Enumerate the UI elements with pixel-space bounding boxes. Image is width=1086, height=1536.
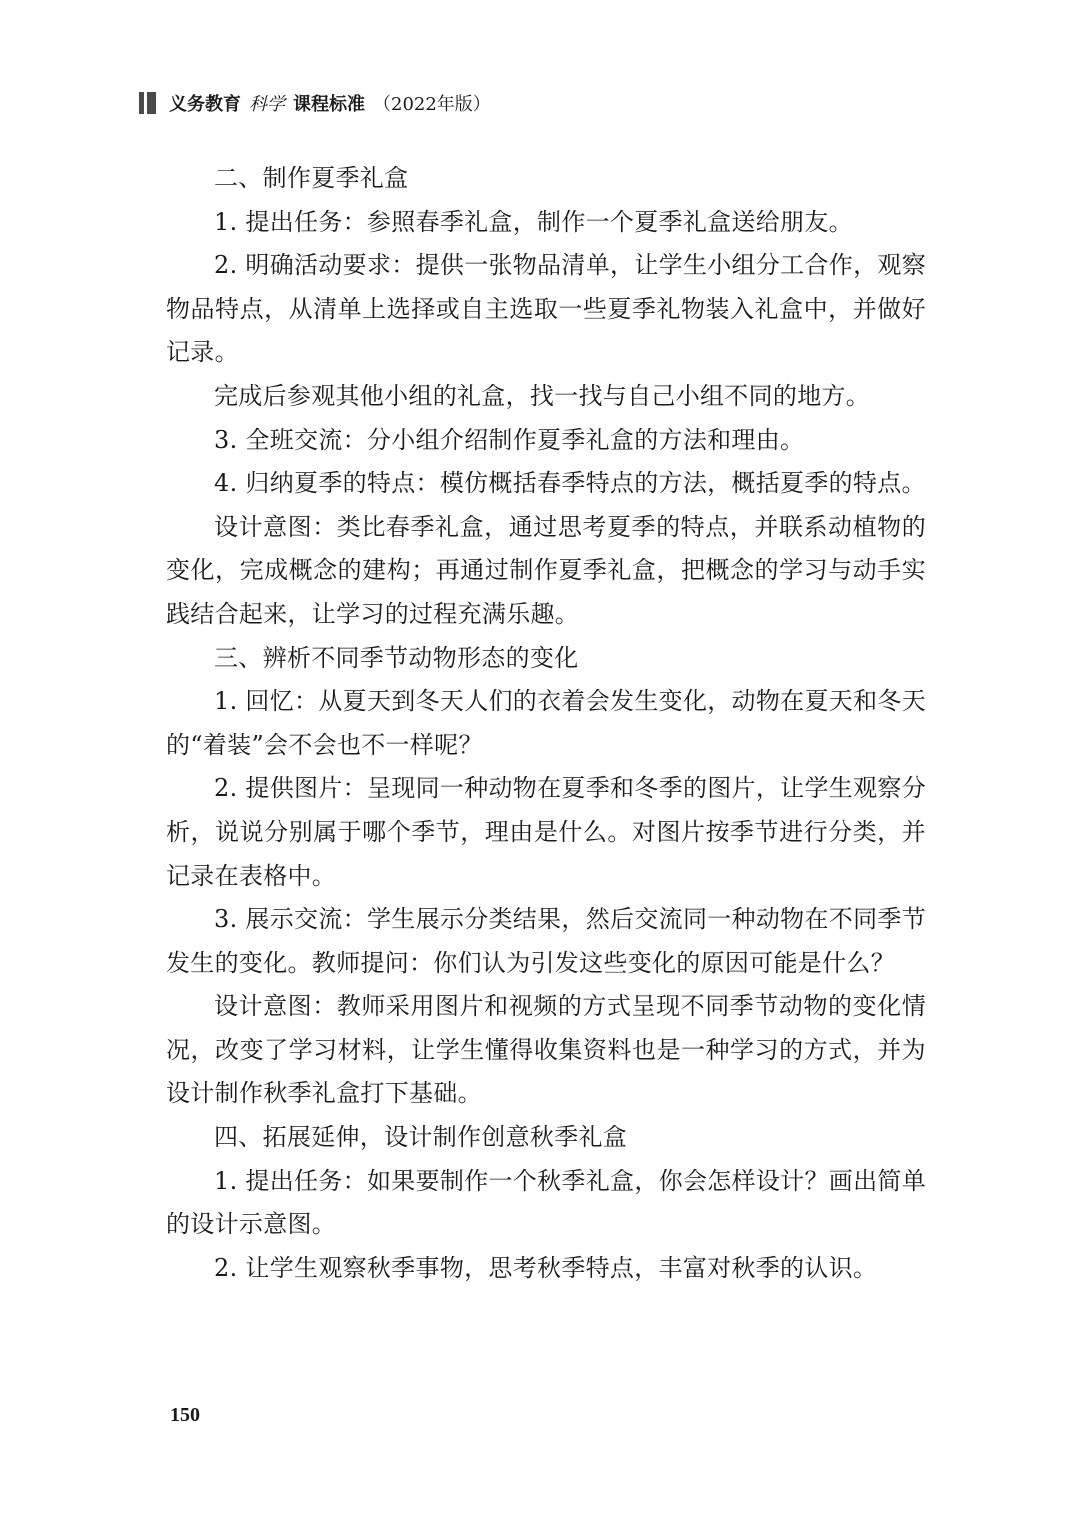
body-paragraph: 完成后参观其他小组的礼盒，找一找与自己小组不同的地方。: [214, 381, 871, 410]
running-header: [139, 90, 491, 116]
header-subject: 科学: [249, 94, 285, 115]
header-doc-title: 课程标准: [293, 94, 365, 115]
body-paragraph: 1. 提出任务：参照春季礼盒，制作一个夏季礼盒送给朋友。: [214, 207, 853, 236]
body-paragraph: 4. 归纳夏季的特点：模仿概括春季特点的方法，概括夏季的特点。: [214, 469, 926, 498]
header-bar-thin: [139, 92, 144, 114]
design-intent-paragraph: 设计意图：教师采用图片和视频的方式呈现不同季节动物的变化情况，改变了学习材料，让学生懂得收集资料也是一种学习的方式，并为设计制作秋季礼盒打下基础。: [166, 992, 926, 1108]
body-paragraph: 1. 提出任务：如果要制作一个秋季礼盒，你会怎样设计？画出简单的设计示意图。: [166, 1166, 926, 1239]
page-body: [166, 157, 926, 1290]
header-text: [169, 90, 491, 116]
body-paragraph: 3. 展示交流：学生展示分类结果，然后交流同一种动物在不同季节发生的变化。教师提问：你们认为引发这些变化的原因可能是什么？: [166, 905, 926, 977]
body-paragraph: 2. 提供图片：呈现同一种动物在夏季和冬季的图片，让学生观察分析，说说分别属于哪个季节，理由是什么。对图片按季节进行分类，并记录在表格中。: [166, 774, 926, 890]
section-heading: 四、拓展延伸，设计制作创意秋季礼盒: [214, 1123, 628, 1152]
body-paragraph: 3. 全班交流：分小组介绍制作夏季礼盒的方法和理由。: [214, 425, 805, 454]
header-bars-icon: [139, 92, 159, 114]
section-heading: 二、制作夏季礼盒: [214, 164, 409, 192]
body-paragraph: 2. 让学生观察秋季事物，思考秋季特点，丰富对秋季的认识。: [214, 1253, 878, 1282]
body-paragraph: 1. 回忆：从夏天到冬天人们的衣着会发生变化，动物在夏天和冬天的“着装”会不会也不一样呢？: [166, 687, 926, 759]
design-intent-paragraph: 设计意图：类比春季礼盒，通过思考夏季的特点，并联系动植物的变化，完成概念的建构；再通过制作夏季礼盒，把概念的学习与动手实践结合起来，让学习的过程充满乐趣。: [166, 512, 926, 628]
header-bar-thick: [147, 92, 156, 114]
header-edition: （2022年版）: [373, 94, 491, 115]
section-heading: 三、辨析不同季节动物形态的变化: [214, 643, 579, 672]
body-paragraph: 2. 明确活动要求：提供一张物品清单，让学生小组分工合作，观察物品特点，从清单上选择或自主选取一些夏季礼物装入礼盒中，并做好记录。: [166, 251, 926, 367]
header-book-title: 义务教育: [169, 94, 241, 115]
page-number: 150: [170, 1404, 200, 1426]
